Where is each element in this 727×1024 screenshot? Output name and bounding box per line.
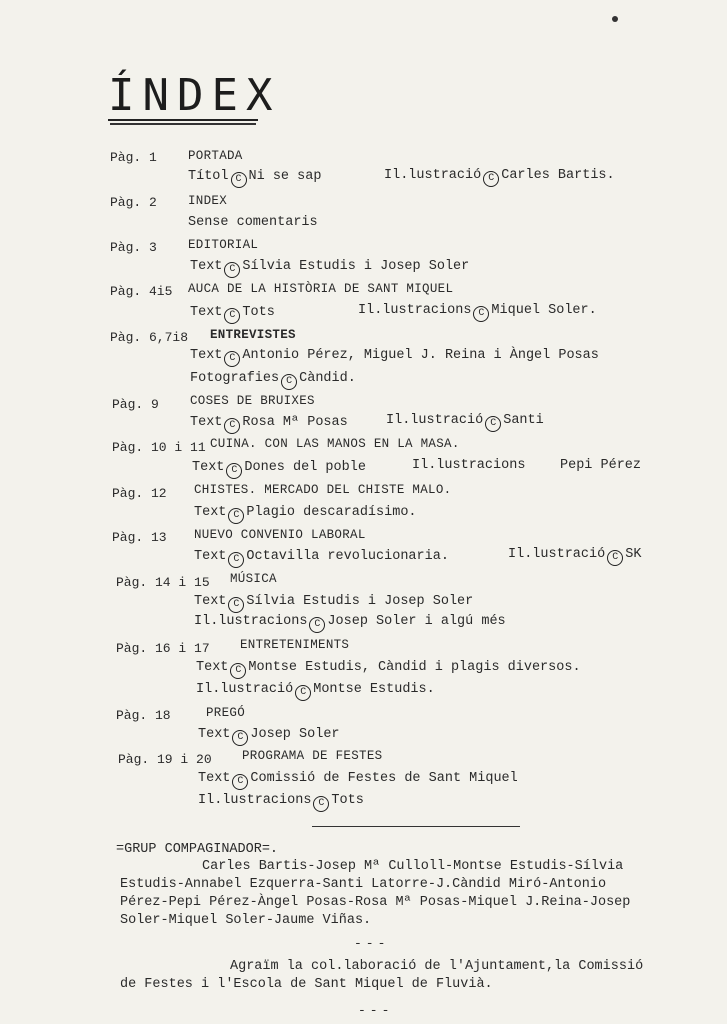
copyright-icon: C — [607, 550, 623, 566]
entry-page: Pàg. 18 — [116, 708, 171, 723]
copyright-icon: C — [224, 308, 240, 324]
entry-label: Text — [190, 259, 223, 274]
copyright-icon: C — [309, 617, 325, 633]
copyright-icon: C — [281, 374, 297, 390]
entry-credit: Tots — [242, 305, 275, 320]
entry-section: ENTRETENIMENTS — [240, 638, 350, 652]
entry-label: Il.lustració — [196, 682, 294, 697]
entry-line — [190, 415, 348, 434]
entry-credit: Sílvia Estudis i Josep Soler — [246, 594, 474, 609]
entry-line — [508, 547, 641, 566]
entry-label: Títol — [188, 169, 229, 184]
entry-credit: Montse Estudis. — [313, 682, 435, 697]
entry-label: Il.lustracions — [198, 793, 312, 808]
entry-section: MÚSICA — [230, 572, 277, 586]
entry-credit: Josep Soler — [250, 727, 340, 742]
credits-line: Pérez-Pepi Pérez-Àngel Posas-Rosa Mª Posas-Miquel J.Reina-Josep — [120, 895, 631, 910]
entry-credit: Comissió de Festes de Sant Miquel — [250, 771, 518, 786]
copyright-icon: C — [473, 306, 489, 322]
credits-line: Carles Bartis-Josep Mª Culloll-Montse Estudis-Sílvia — [202, 859, 624, 874]
copyright-icon: C — [485, 416, 501, 432]
copyright-icon: C — [295, 685, 311, 701]
entry-line — [192, 460, 366, 479]
title-underline — [108, 119, 258, 121]
entry-credit: Josep Soler i algú més — [327, 614, 506, 629]
entry-line — [198, 727, 340, 746]
entry-line — [384, 168, 615, 187]
entry-line — [194, 594, 473, 613]
entry-credit: Rosa Mª Posas — [242, 415, 348, 430]
entry-label: Il.lustració — [386, 413, 484, 428]
copyright-icon: C — [232, 730, 248, 746]
copyright-icon: C — [313, 796, 329, 812]
entry-page: Pàg. 13 — [112, 530, 167, 545]
entry-line: Pepi Pérez — [560, 458, 642, 473]
entry-line — [194, 505, 417, 524]
entry-page: Pàg. 6,7i8 — [110, 330, 189, 345]
entry-label: Text — [194, 505, 227, 520]
entry-section: PROGRAMA DE FESTES — [242, 749, 383, 763]
entry-credit: Càndid. — [299, 371, 356, 386]
divider-line — [312, 826, 520, 827]
entry-line — [386, 413, 544, 432]
entry-page: Pàg. 2 — [110, 195, 157, 210]
entry-credit: Sílvia Estudis i Josep Soler — [242, 259, 470, 274]
entry-line — [196, 660, 581, 679]
entry-label: Text — [198, 771, 231, 786]
page-title: ÍNDEX — [108, 70, 281, 121]
entry-section: AUCA DE LA HISTÒRIA DE SANT MIQUEL — [188, 282, 454, 296]
entry-label: Il.lustracions — [194, 614, 308, 629]
entry-credit: Tots — [331, 793, 364, 808]
thanks-line: Agraïm la col.laboració de l'Ajuntament,la Comissió — [230, 959, 644, 974]
entry-line — [358, 303, 597, 322]
copyright-icon: C — [231, 172, 247, 188]
title-underline-second — [110, 123, 256, 125]
separator: --- — [354, 936, 390, 951]
copyright-icon: C — [228, 597, 244, 613]
entry-credit: Miquel Soler. — [491, 303, 597, 318]
copyright-icon: C — [224, 418, 240, 434]
entry-credit: Antonio Pérez, Miguel J. Reina i Àngel Posas — [242, 348, 599, 363]
copyright-icon: C — [228, 552, 244, 568]
entry-label: Text — [190, 305, 223, 320]
entry-page: Pàg. 9 — [112, 397, 159, 412]
copyright-icon: C — [228, 508, 244, 524]
entry-line — [198, 771, 518, 790]
copyright-icon: C — [483, 171, 499, 187]
entry-credit: Ni se sap — [248, 169, 322, 184]
entry-line — [190, 305, 275, 324]
copyright-icon: C — [224, 262, 240, 278]
end-separator: --- — [358, 1003, 394, 1018]
entry-label: Il.lustracions — [412, 458, 526, 473]
entry-line — [190, 371, 356, 390]
entry-label: Il.lustracions — [358, 303, 472, 318]
entry-section: INDEX — [188, 194, 228, 208]
entry-credit: Santi — [503, 413, 544, 428]
entry-label: Text — [194, 594, 227, 609]
entry-label: Il.lustració — [384, 168, 482, 183]
entry-label: Text — [196, 660, 229, 675]
copyright-icon: C — [224, 351, 240, 367]
entry-section: CHISTES. MERCADO DEL CHISTE MALO. — [194, 483, 452, 497]
credits-line: Estudis-Annabel Ezquerra-Santi Latorre-J.Càndid Miró-Antonio — [120, 877, 607, 892]
entry-credit: Octavilla revolucionaria. — [246, 549, 449, 564]
entry-label: Text — [198, 727, 231, 742]
copyright-icon: C — [230, 663, 246, 679]
credits-line: Soler-Miquel Soler-Jaume Viñas. — [120, 913, 372, 928]
entry-line — [198, 793, 364, 812]
ink-spot — [612, 16, 618, 22]
thanks-line: de Festes i l'Escola de Sant Miquel de Fluvià. — [120, 977, 493, 992]
entry-section: NUEVO CONVENIO LABORAL — [194, 528, 366, 542]
entry-line — [190, 348, 599, 367]
entry-credit: Montse Estudis, Càndid i plagis diversos. — [248, 660, 581, 675]
entry-section: EDITORIAL — [188, 238, 259, 252]
entry-page: Pàg. 4i5 — [110, 284, 173, 299]
entry-page: Pàg. 10 i 11 — [112, 440, 206, 455]
entry-line — [190, 259, 469, 278]
entry-page: Pàg. 14 i 15 — [116, 575, 210, 590]
credits-heading: =GRUP COMPAGINADOR=. — [116, 842, 279, 857]
entry-line — [194, 614, 506, 633]
entry-section: PREGÓ — [206, 706, 246, 720]
entry-page: Pàg. 1 — [110, 150, 157, 165]
entry-line — [194, 549, 449, 568]
entry-credit: Plagio descaradísimo. — [246, 505, 417, 520]
entry-section: ENTREVISTES — [210, 328, 296, 342]
entry-label: Text — [192, 460, 225, 475]
copyright-icon: C — [226, 463, 242, 479]
entry-credit: Dones del poble — [244, 460, 366, 475]
entry-page: Pàg. 19 i 20 — [118, 752, 212, 767]
entry-line — [188, 169, 321, 188]
entry-section: PORTADA — [188, 149, 243, 163]
entry-credit: Carles Bartis. — [501, 168, 615, 183]
entry-page: Pàg. 12 — [112, 486, 167, 501]
entry-line — [196, 682, 435, 701]
entry-section: CUINA. CON LAS MANOS EN LA MASA. — [210, 437, 460, 451]
entry-label: Il.lustració — [508, 547, 606, 562]
entry-credit: SK — [625, 547, 642, 562]
entry-line: Sense comentaris — [188, 215, 318, 230]
entry-label: Text — [190, 415, 223, 430]
copyright-icon: C — [232, 774, 248, 790]
entry-label: Text — [190, 348, 223, 363]
entry-label: Fotografies — [190, 371, 280, 386]
entry-line — [412, 458, 525, 473]
entry-page: Pàg. 16 i 17 — [116, 641, 210, 656]
entry-section: COSES DE BRUIXES — [190, 394, 315, 408]
entry-page: Pàg. 3 — [110, 240, 157, 255]
entry-label: Text — [194, 549, 227, 564]
